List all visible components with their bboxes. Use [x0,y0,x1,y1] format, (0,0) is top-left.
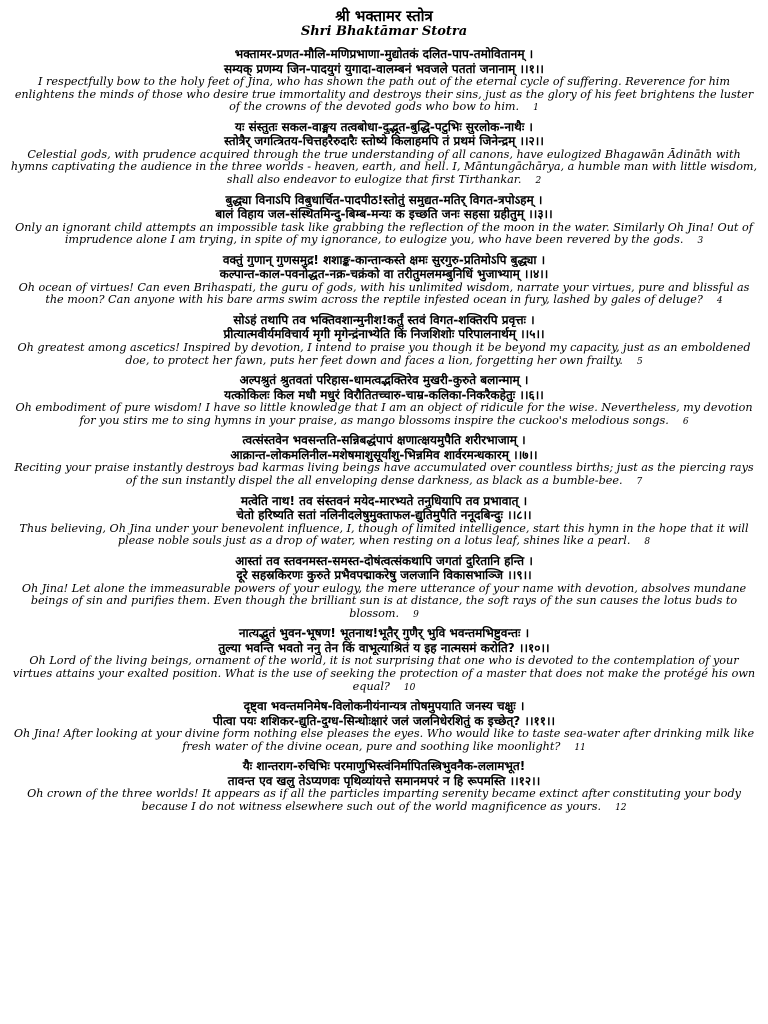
verse-block [0,373,768,428]
sanskrit-line-2: कल्पान्त-काल-पवनोद्धत-नक्र-चक्रंको वा तरीतुमलमम्बुनिधिं भुजाभ्याम् ।।४।। [219,267,549,282]
verse-block [0,626,768,694]
verse-number: 3 [697,236,704,247]
sanskrit-line-1: बुद्ध्या विनाऽपि विबुधार्चित-पादपीठ!स्तोतुं समुद्यत-मतिर् विगत-त्रपोऽहम् । [225,192,543,207]
sanskrit-line-2: स्तोत्रैर् जगत्त्रितय-चित्तहरैरुदारैः स्तोष्ये किलाहमपि तं प्रथमं जिनेन्द्रम् ।।२।। [224,134,544,149]
english-translation [8,342,760,368]
verse-number: 12 [615,803,627,814]
translation-text: Oh Jina! Let alone the immeasurable powers of your eulogy, the mere utterance of your name with devotion, absolves mundane beings of sin and purifies them. Even though the brilliant sun is at distance, the soft rays of the sun causes the lotus buds to blossom. [21,581,747,620]
sanskrit-line-2: सम्यक् प्रणम्य जिन-पादयुगं युगादा-वालम्बनं भवजले पततां जनानाम् ।।१।। [224,61,544,76]
translation-text: Oh crown of the three worlds! It appears as if all the particles imparting serenity became extinct after constituting your body because I do not witness elsewhere such out of the world magnificence as yours. [27,787,741,814]
verse-block [0,313,768,368]
sanskrit-line-2: आक्रान्त-लोकमलिनील-मशेषमाशुसूर्यांशु-भिन्नमिव शार्वरमन्धकारम् ।।७।। [230,447,538,462]
sanskrit-line-1: अल्पश्रुतं श्रुतवतां परिहास-धामत्वद्भक्तिरेव मुखरी-कुरुते बलान्माम् । [239,373,529,388]
title-english: Shri Bhaktāmar Stotra [300,24,468,39]
sanskrit-line-2: बालं विहाय जल-संस्थितमिन्दु-बिम्ब-मन्यः क इच्छति जनः सहसा ग्रहीतुम् ।।३।। [215,207,553,222]
verse-number: 11 [574,742,586,753]
english-translation [8,76,760,115]
verse-number: 6 [682,416,689,427]
verse-block [0,120,768,188]
verse-number: 7 [636,476,643,487]
english-translation [8,462,760,488]
verse-block [0,433,768,488]
translation-text: Oh Jina! After looking at your divine form nothing else pleases the eyes. Who would like to taste sea-water after drinking milk like fresh water of the divine ocean, pure and soothing like moonlight? [13,727,755,753]
verse-block [0,759,768,814]
english-translation [8,655,760,694]
title-devanagari: श्री भक्तामर स्तोत्र [335,7,433,25]
translation-text: Oh embodiment of pure wisdom! I have so little knowledge that I am an object of ridicule for the wise. Nevertheless, my devotion for you stirs me to sing hymns in your praise, as mango blossoms inspire the cuckoo's melodious songs. [15,401,753,427]
verse-number: 8 [644,537,651,548]
verse-block [0,554,768,622]
english-translation [8,728,760,754]
verse-block [0,47,768,115]
translation-text: Only an ignorant child attempts an impossible task like grabbing the reflection of the moon in the water. Similarly Oh Jina! Out of imprudence alone I am trying, in spite of my ignorance, to eulogize you, who have been revered by the gods. [15,220,753,247]
english-translation [8,788,760,814]
verse-block [0,494,768,549]
sanskrit-line-1: दृष्ट्वा भवन्तमनिमेष-विलोकनीयंनान्यत्र तोषमुपयाति जनस्य चक्षुः । [243,699,525,714]
translation-text: Oh greatest among ascetics! Inspired by devotion, I intend to praise you though it be beyond my capacity, just as an emboldened doe, to protect her fawn, puts her feet down and faces a lion, forgetting her own frailty. [17,340,751,367]
translation-text: Celestial gods, with prudence acquired through the true understanding of all canons, have eulogized Bhagawān Ādināth with hymns captivating the audience in the three worlds - heaven, earth, and hell. I, Māntungāchārya, a humble man with little wisdom, shall also endeavor to eulogize that first Tirthankar. [10,147,758,186]
sanskrit-line-1: यैः शान्तराग-रुचिभिः परमाणुभिस्त्वंनिर्मापितस्त्रिभुवनैक-ललामभूत! [242,759,526,774]
sanskrit-line-1: भक्तामर-प्रणत-मौलि-मणिप्रभाणा-मुद्योतकं दलित-पाप-तमोवितानम् । [234,47,534,61]
verse-number: 2 [535,175,542,186]
verse-list [0,47,768,815]
sanskrit-line-2: चेतो हरिष्यति सतां नलिनीदलेषुमुक्ताफल-द्युतिमुपैति ननूदबिन्दुः ।।८।। [236,508,532,522]
sanskrit-line-1: यः संस्तुतः सकल-वाङ्मय तत्वबोधा-दुद्भूत-बुद्धि-पटुभिः सुरलोक-नाथैः । [235,119,533,134]
sanskrit-line-1: सोऽहं तथापि तव भक्तिवशान्मुनीश!कर्तुं स्तवं विगत-शक्तिरपि प्रवृत्तः । [233,312,535,327]
sanskrit-line-1: मत्वेति नाथ! तव संस्तवनं मयेद-मारभ्यते तनुधियापि तव प्रभावात् । [240,493,528,508]
sanskrit-line-1: वक्तुं गुणान् गुणसमुद्र! शशाङ्क-कान्तान्कस्ते क्षमः सुरगुरु-प्रतिमोऽपि बुद्ध्या । [222,252,546,267]
sanskrit-line-1: नात्यद्भुतं भुवन-भूषण! भूतनाथ!भूतैर् गुणैर् भुवि भवन्तमभिष्टुवन्तः । [238,626,530,641]
translation-text: Thus believing, Oh Jina under your benevolent influence, I, though of limited intelligence, start this hymn in the hope that it will please noble souls just as a drop of water, when resting on a lotus leaf, shines like a pearl. [19,521,749,548]
sanskrit-line-2: तावन्त एव खलु तेऽप्यणवः पृथिव्यांयत्ते समानमपरं न हि रूपमस्ति ।।१२।। [227,773,541,788]
translation-text: I respectfully bow to the holy feet of Jina, who has shown the path out of the eternal cycle of suffering. Reverence for him enlightens the minds of those who desire true immortality and destroys their sins, just as the glory of his feet brightens the luster of the crowns of the devoted gods who bow to him. [14,75,754,114]
translation-text: Reciting your praise instantly destroys bad karmas living beings have accumulated over countless births; just as the piercing rays of the sun instantly dispel the all enveloping dense darkness, as black as a bumble-bee. [14,461,754,487]
translation-text: Oh ocean of virtues! Can even Brihaspati, the guru of gods, with his unlimited wisdom, narrate your virtues, pure and blissful as the moon? Can anyone with his bare arms swim across the reptile infested ocean in fury, lashed by gales of deluge? [18,280,750,307]
english-translation [8,402,760,428]
verse-number: 10 [403,682,416,693]
sanskrit-line-2: तुल्या भवन्ति भवतो ननु तेन किं वाभूत्याश्रितं य इह नात्मसमं करोति? ।।१०।। [218,640,550,655]
sanskrit-line-1: त्वत्संस्तवेन भवसन्तति-सन्निबद्धंपापं क्षणात्क्षयमुपैति शरीरभाजाम् । [242,433,526,448]
verse-number: 1 [533,103,539,114]
sanskrit-line-2: प्रीत्यात्मवीर्यमविचार्य मृगी मृगेन्द्रंनाभ्येति किं निजशिशोः परिपालनार्थम् ।।५।। [223,327,545,342]
verse-number: 4 [716,296,723,307]
sanskrit-line-1: आस्तां तव स्तवनमस्त-समस्त-दोषंत्वत्संकथापि जगतां दुरितानि हन्ति । [235,553,533,568]
verse-block [0,193,768,248]
english-translation [8,583,760,622]
english-translation [8,523,760,549]
english-translation [8,222,760,248]
sanskrit-line-2: यत्कोकिलः किल मधौ मधुरं विरौतितच्चारु-चाम्र-कलिका-निकरैकहेतुः ।।६।। [224,387,544,402]
sanskrit-line-2: पीत्वा पयः शशिकर-द्युति-दुग्ध-सिन्धोःक्षारं जलं जलनिधेरशितुं क इच्छेत्? ।।११।। [212,713,556,728]
english-translation [8,149,760,188]
verse-block [0,699,768,754]
verse-number: 9 [413,609,419,620]
verse-block [0,253,768,308]
english-translation [8,282,760,308]
sanskrit-line-2: दूरे सहस्रकिरणः कुरुते प्रभैवपद्माकरेषु जलजानि विकासभाञ्जि ।।९।। [236,568,532,583]
verse-number: 5 [636,356,643,367]
translation-text: Oh Lord of the living beings, ornament of the world, it is not surprising that one who is devoted to the contemplation of your virtues attains your exalted position. What is the use of seeking the protection of a master that does not make the protégé his own equal? [12,654,756,693]
